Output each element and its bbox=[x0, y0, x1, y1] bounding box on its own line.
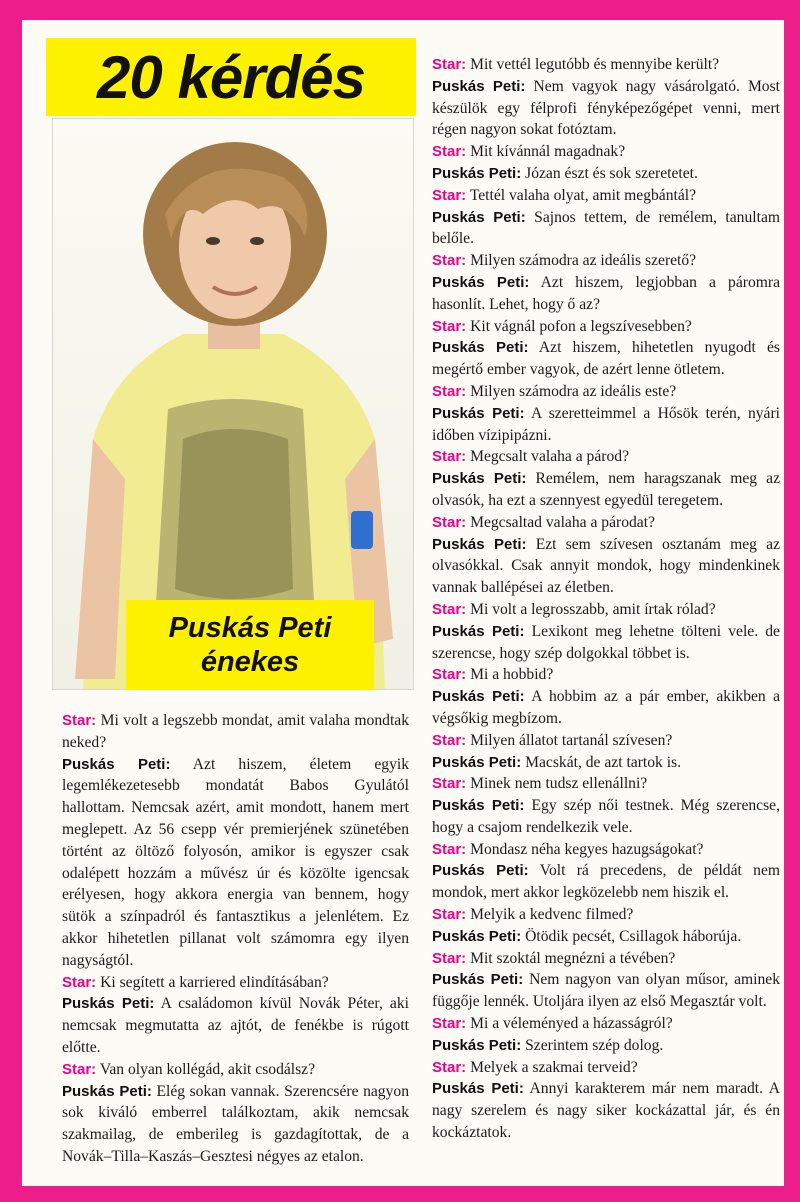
answer-label: Puskás Peti: bbox=[432, 164, 522, 182]
entry-text: Minek nem tudsz ellenállni? bbox=[470, 775, 648, 793]
caption-role: énekes bbox=[200, 646, 300, 678]
entry-text: Azt hiszem, legjobban a páromra hasonlít. Lehet, hogy ő az? bbox=[432, 273, 781, 313]
question-label: Star: bbox=[432, 666, 467, 684]
question-label: Star: bbox=[432, 252, 467, 270]
entry-text: Azt hiszem, hihetetlen nyugodt és megértő ember vagyok, de azért lenne ötletem. bbox=[432, 339, 780, 379]
interview-question bbox=[432, 512, 780, 534]
question-label: Star: bbox=[432, 906, 467, 924]
question-label: Star: bbox=[62, 712, 97, 729]
entry-text: A hobbim az a pár ember, akikben a végsőkig megbízom. bbox=[432, 688, 780, 727]
answer-label: Puskás Peti: bbox=[432, 339, 529, 357]
page-title: 20 kérdés bbox=[97, 43, 365, 111]
question-label: Star: bbox=[432, 949, 467, 967]
entry-text: Annyi karakterem már nem maradt. A nagy szerelem és nagy siker kockázattal jár, és én kockáztatok. bbox=[432, 1080, 780, 1142]
entry-text: Ötödik pecsét, Csillagok háborúja. bbox=[525, 927, 742, 945]
question-label: Star: bbox=[432, 143, 467, 161]
entry-text: Mondasz néha kegyes hazugságokat? bbox=[470, 840, 704, 858]
interview-question bbox=[432, 1013, 780, 1035]
question-label: Star: bbox=[432, 448, 467, 466]
entry-text: Szerintem szép dolog. bbox=[525, 1036, 664, 1054]
entry-text: Mit vettél legutóbb és mennyibe került? bbox=[470, 56, 720, 73]
answer-label: Puskás Peti: bbox=[432, 1036, 522, 1054]
answer-label: Puskás Peti: bbox=[432, 753, 522, 771]
interview-question bbox=[432, 948, 780, 970]
interview-answer bbox=[432, 468, 780, 512]
question-label: Star: bbox=[432, 731, 467, 749]
answer-label: Puskás Peti: bbox=[62, 755, 171, 773]
entry-text: Van olyan kollégád, akit csodálsz? bbox=[99, 1060, 316, 1078]
interview-question bbox=[432, 664, 780, 686]
caption-name: Puskás Peti bbox=[168, 612, 332, 644]
answer-label: Puskás Peti: bbox=[432, 1080, 524, 1098]
entry-text: Ezt sem szívesen osztanám meg az olvasókkal. Csak annyit mondok, hogy mindenkinek vannak ballépései az életben. bbox=[432, 535, 780, 597]
entry-text: Macskát, de azt tartok is. bbox=[525, 753, 682, 771]
interview-question bbox=[432, 141, 780, 163]
interview-answer bbox=[432, 860, 780, 904]
answer-label: Puskás Peti: bbox=[432, 862, 529, 880]
answer-label: Puskás Peti: bbox=[432, 797, 525, 815]
question-label: Star: bbox=[62, 973, 97, 991]
entry-text: Ki segített a karriered elindításában? bbox=[100, 973, 329, 991]
entry-text: Melyik a kedvenc filmed? bbox=[470, 906, 634, 924]
entry-text: Mi a véleményed a házasságról? bbox=[470, 1015, 673, 1033]
entry-text: Józan észt és sok szeretetet. bbox=[525, 164, 698, 182]
interview-answer bbox=[432, 969, 780, 1013]
interview-answer bbox=[432, 926, 780, 948]
entry-text: Megcsaltad valaha a párodat? bbox=[470, 513, 655, 531]
interview-answer bbox=[62, 754, 409, 972]
interview-question bbox=[432, 904, 780, 926]
entry-text: Volt rá precedens, de példát nem mondok, mert akkor legközelebb nem hiszik el. bbox=[432, 862, 780, 902]
question-label: Star: bbox=[432, 317, 467, 335]
magazine-page bbox=[22, 20, 784, 1186]
entry-text: Mit kívánnál magadnak? bbox=[470, 143, 626, 161]
entry-text: Nem vagyok nagy vásárolgató. Most készülök egy félprofi fényképezőgépet venni, mert régen nagyon sokat fotóztam. bbox=[432, 77, 781, 139]
interview-answer bbox=[62, 993, 409, 1058]
interview-answer bbox=[62, 1081, 409, 1168]
entry-text: Tettél valaha olyat, amit megbántál? bbox=[469, 186, 697, 204]
entry-text: Melyek a szakmai terveid? bbox=[470, 1058, 638, 1076]
answer-label: Puskás Peti: bbox=[432, 535, 527, 553]
answer-label: Puskás Peti: bbox=[62, 1082, 152, 1100]
answer-label: Puskás Peti: bbox=[432, 273, 530, 291]
entry-text: Azt hiszem, életem egyik legemlékezetesebb mondatát Babos Gyulától hallottam. Nemcsak azért, amit mondott, hanem mert meglepett. Az 56 csepp vér premierjének szünetében történt az öltöző folyosón, amikor is egyszer csak odalépett hozzám a művész úr és közölte igencsak erélyesen, hogy akkora energia van bennem, hogy sütök a színpadról és fantasztikus a jelenlétem. Ez akkor hihetetlen pillanat volt számomra egy ilyen nagyságtól. bbox=[62, 755, 409, 969]
interview-answer bbox=[432, 534, 780, 599]
question-label: Star: bbox=[432, 840, 467, 858]
question-label: Star: bbox=[432, 775, 467, 793]
interview-answer bbox=[432, 752, 780, 774]
entry-text: Nem nagyon van olyan műsor, aminek függője lennék. Utoljára ilyen az első Megasztár volt. bbox=[432, 971, 780, 1011]
interview-answer bbox=[432, 686, 780, 730]
photo-caption bbox=[126, 600, 374, 690]
interview-question bbox=[432, 316, 780, 338]
entry-text: Mi volt a legrosszabb, amit írtak rólad? bbox=[470, 600, 716, 618]
interview-question bbox=[432, 446, 780, 468]
interview-answer bbox=[432, 403, 780, 447]
entry-text: Mi a hobbid? bbox=[470, 666, 554, 684]
interview-answer bbox=[432, 337, 780, 381]
entry-text: Lexikont meg lehetne tölteni vele. de szerencse, hogy szép dolgokkal többet is. bbox=[432, 622, 780, 662]
interview-question bbox=[432, 54, 780, 76]
question-label: Star: bbox=[432, 186, 467, 204]
left-interview-column bbox=[62, 710, 409, 1168]
question-label: Star: bbox=[432, 600, 467, 618]
answer-label: Puskás Peti: bbox=[432, 470, 527, 488]
title-banner bbox=[46, 38, 416, 116]
interview-question bbox=[432, 730, 780, 752]
entry-text: Mit szoktál megnézni a tévében? bbox=[470, 949, 676, 967]
interview-question bbox=[432, 839, 780, 861]
interview-answer bbox=[432, 163, 780, 185]
question-label: Star: bbox=[432, 382, 467, 400]
entry-text: A családomon kívül Novák Péter, aki nemcsak megmutatta az ajtót, de fenékbe is rúgott előtte. bbox=[62, 995, 409, 1056]
answer-label: Puskás Peti: bbox=[432, 971, 524, 989]
question-label: Star: bbox=[62, 1060, 97, 1078]
question-label: Star: bbox=[432, 56, 467, 73]
question-label: Star: bbox=[432, 1015, 467, 1033]
interview-question bbox=[432, 773, 780, 795]
question-label: Star: bbox=[432, 1058, 467, 1076]
answer-label: Puskás Peti: bbox=[62, 995, 155, 1013]
answer-label: Puskás Peti: bbox=[432, 688, 525, 706]
entry-text: Remélem, nem haragszanak meg az olvasók, ha ezt a szennyest egyedül teregetem. bbox=[432, 470, 780, 509]
interview-answer bbox=[432, 76, 780, 141]
entry-text: Megcsalt valaha a párod? bbox=[470, 448, 629, 466]
answer-label: Puskás Peti: bbox=[432, 404, 525, 422]
interview-answer bbox=[432, 1078, 780, 1143]
entry-text: Elég sokan vannak. Szerencsére nagyon sok kiváló emberrel találkoztam, akik nemcsak szakmailag, de emberileg is gazdagítottak, de a Novák–Tilla–Kaszás–Gesztesi négyes az etalon. bbox=[62, 1082, 409, 1165]
interview-question bbox=[432, 599, 780, 621]
right-interview-column bbox=[432, 54, 780, 1144]
interview-question bbox=[432, 185, 780, 207]
entry-text: Egy szép női testnek. Még szerencse, hogy a csajom rendelkezik vele. bbox=[432, 797, 780, 836]
interview-question bbox=[432, 250, 780, 272]
answer-label: Puskás Peti: bbox=[432, 927, 522, 945]
answer-label: Puskás Peti: bbox=[432, 208, 526, 226]
entry-text: Kit vágnál pofon a legszívesebben? bbox=[470, 317, 692, 335]
interview-question bbox=[432, 1057, 780, 1079]
interview-question bbox=[62, 710, 409, 754]
interview-answer bbox=[432, 621, 780, 665]
entry-text: A szeretteimmel a Hősök terén, nyári időben vízipipázni. bbox=[432, 404, 780, 444]
question-label: Star: bbox=[432, 513, 467, 531]
entry-text: Mi volt a legszebb mondat, amit valaha mondtak neked? bbox=[62, 712, 409, 751]
entry-text: Milyen állatot tartanál szívesen? bbox=[470, 731, 673, 749]
interview-question bbox=[62, 972, 409, 994]
entry-text: Sajnos tettem, de remélem, tanultam belőle. bbox=[432, 208, 780, 248]
interview-answer bbox=[432, 795, 780, 839]
entry-text: Milyen számodra az ideális este? bbox=[470, 382, 677, 400]
interview-answer bbox=[432, 272, 780, 316]
interview-question bbox=[432, 381, 780, 403]
entry-text: Milyen számodra az ideális szerető? bbox=[470, 252, 697, 270]
interview-answer bbox=[432, 207, 780, 251]
answer-label: Puskás Peti: bbox=[432, 622, 525, 640]
interview-question bbox=[62, 1059, 409, 1081]
interview-answer bbox=[432, 1035, 780, 1057]
answer-label: Puskás Peti: bbox=[432, 77, 526, 95]
